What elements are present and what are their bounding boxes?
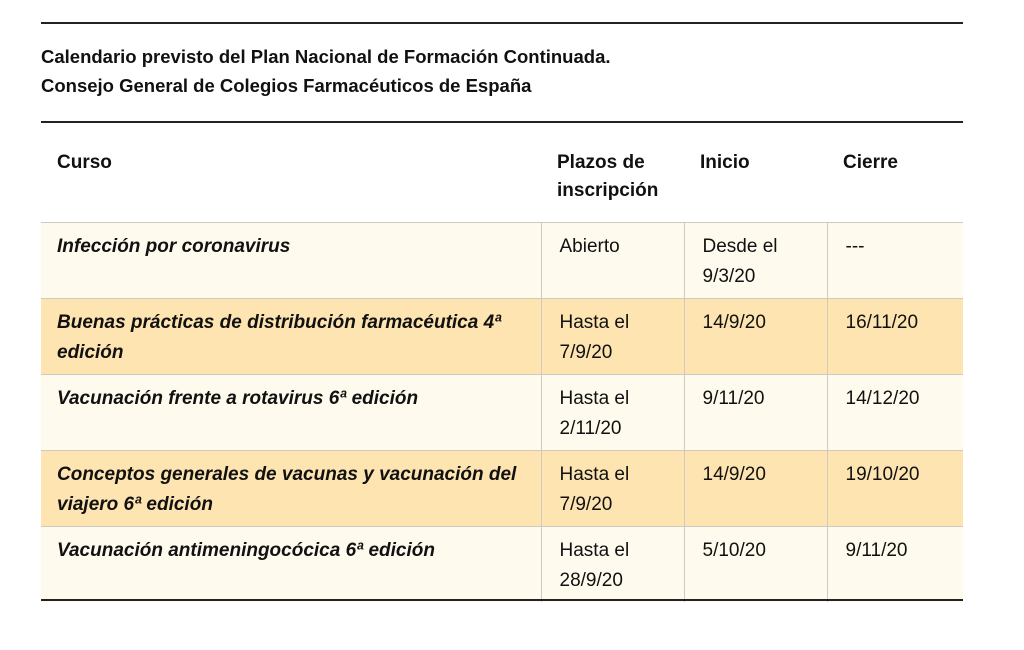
cell-cierre: --- (827, 223, 963, 299)
header-curso: Curso (57, 152, 112, 173)
document-title (41, 42, 611, 100)
table-row (41, 451, 963, 527)
bottom-rule (41, 599, 963, 601)
cell-curso: Buenas prácticas de distribución farmacéutica 4ª edición (41, 299, 541, 375)
cell-plazos: Hasta el 2/11/20 (541, 375, 684, 451)
courses-table (41, 123, 963, 602)
table-row (41, 375, 963, 451)
table-row (41, 299, 963, 375)
cell-curso: Infección por coronavirus (41, 223, 541, 299)
title-line-1: Calendario previsto del Plan Nacional de Formación Continuada. (41, 46, 611, 67)
cell-curso: Conceptos generales de vacunas y vacunación del viajero 6ª edición (41, 451, 541, 527)
cell-inicio: 9/11/20 (684, 375, 827, 451)
cell-inicio: Desde el 9/3/20 (684, 223, 827, 299)
title-line-2: Consejo General de Colegios Farmacéuticos de España (41, 75, 532, 96)
cell-inicio: 5/10/20 (684, 527, 827, 603)
cell-cierre: 9/11/20 (827, 527, 963, 603)
cell-inicio: 14/9/20 (684, 299, 827, 375)
cell-plazos: Hasta el 28/9/20 (541, 527, 684, 603)
cell-curso: Vacunación frente a rotavirus 6ª edición (41, 375, 541, 451)
header-plazos: Plazos de inscripción (557, 152, 659, 201)
cell-curso: Vacunación antimeningocócica 6ª edición (41, 527, 541, 603)
table-row (41, 527, 963, 603)
top-rule (41, 22, 963, 24)
header-inicio: Inicio (700, 152, 750, 173)
table-row (41, 223, 963, 299)
cell-cierre: 16/11/20 (827, 299, 963, 375)
cell-plazos: Abierto (541, 223, 684, 299)
cell-plazos: Hasta el 7/9/20 (541, 299, 684, 375)
table-header-row (41, 123, 963, 223)
cell-cierre: 19/10/20 (827, 451, 963, 527)
cell-plazos: Hasta el 7/9/20 (541, 451, 684, 527)
cell-cierre: 14/12/20 (827, 375, 963, 451)
header-cierre: Cierre (843, 152, 898, 173)
cell-inicio: 14/9/20 (684, 451, 827, 527)
